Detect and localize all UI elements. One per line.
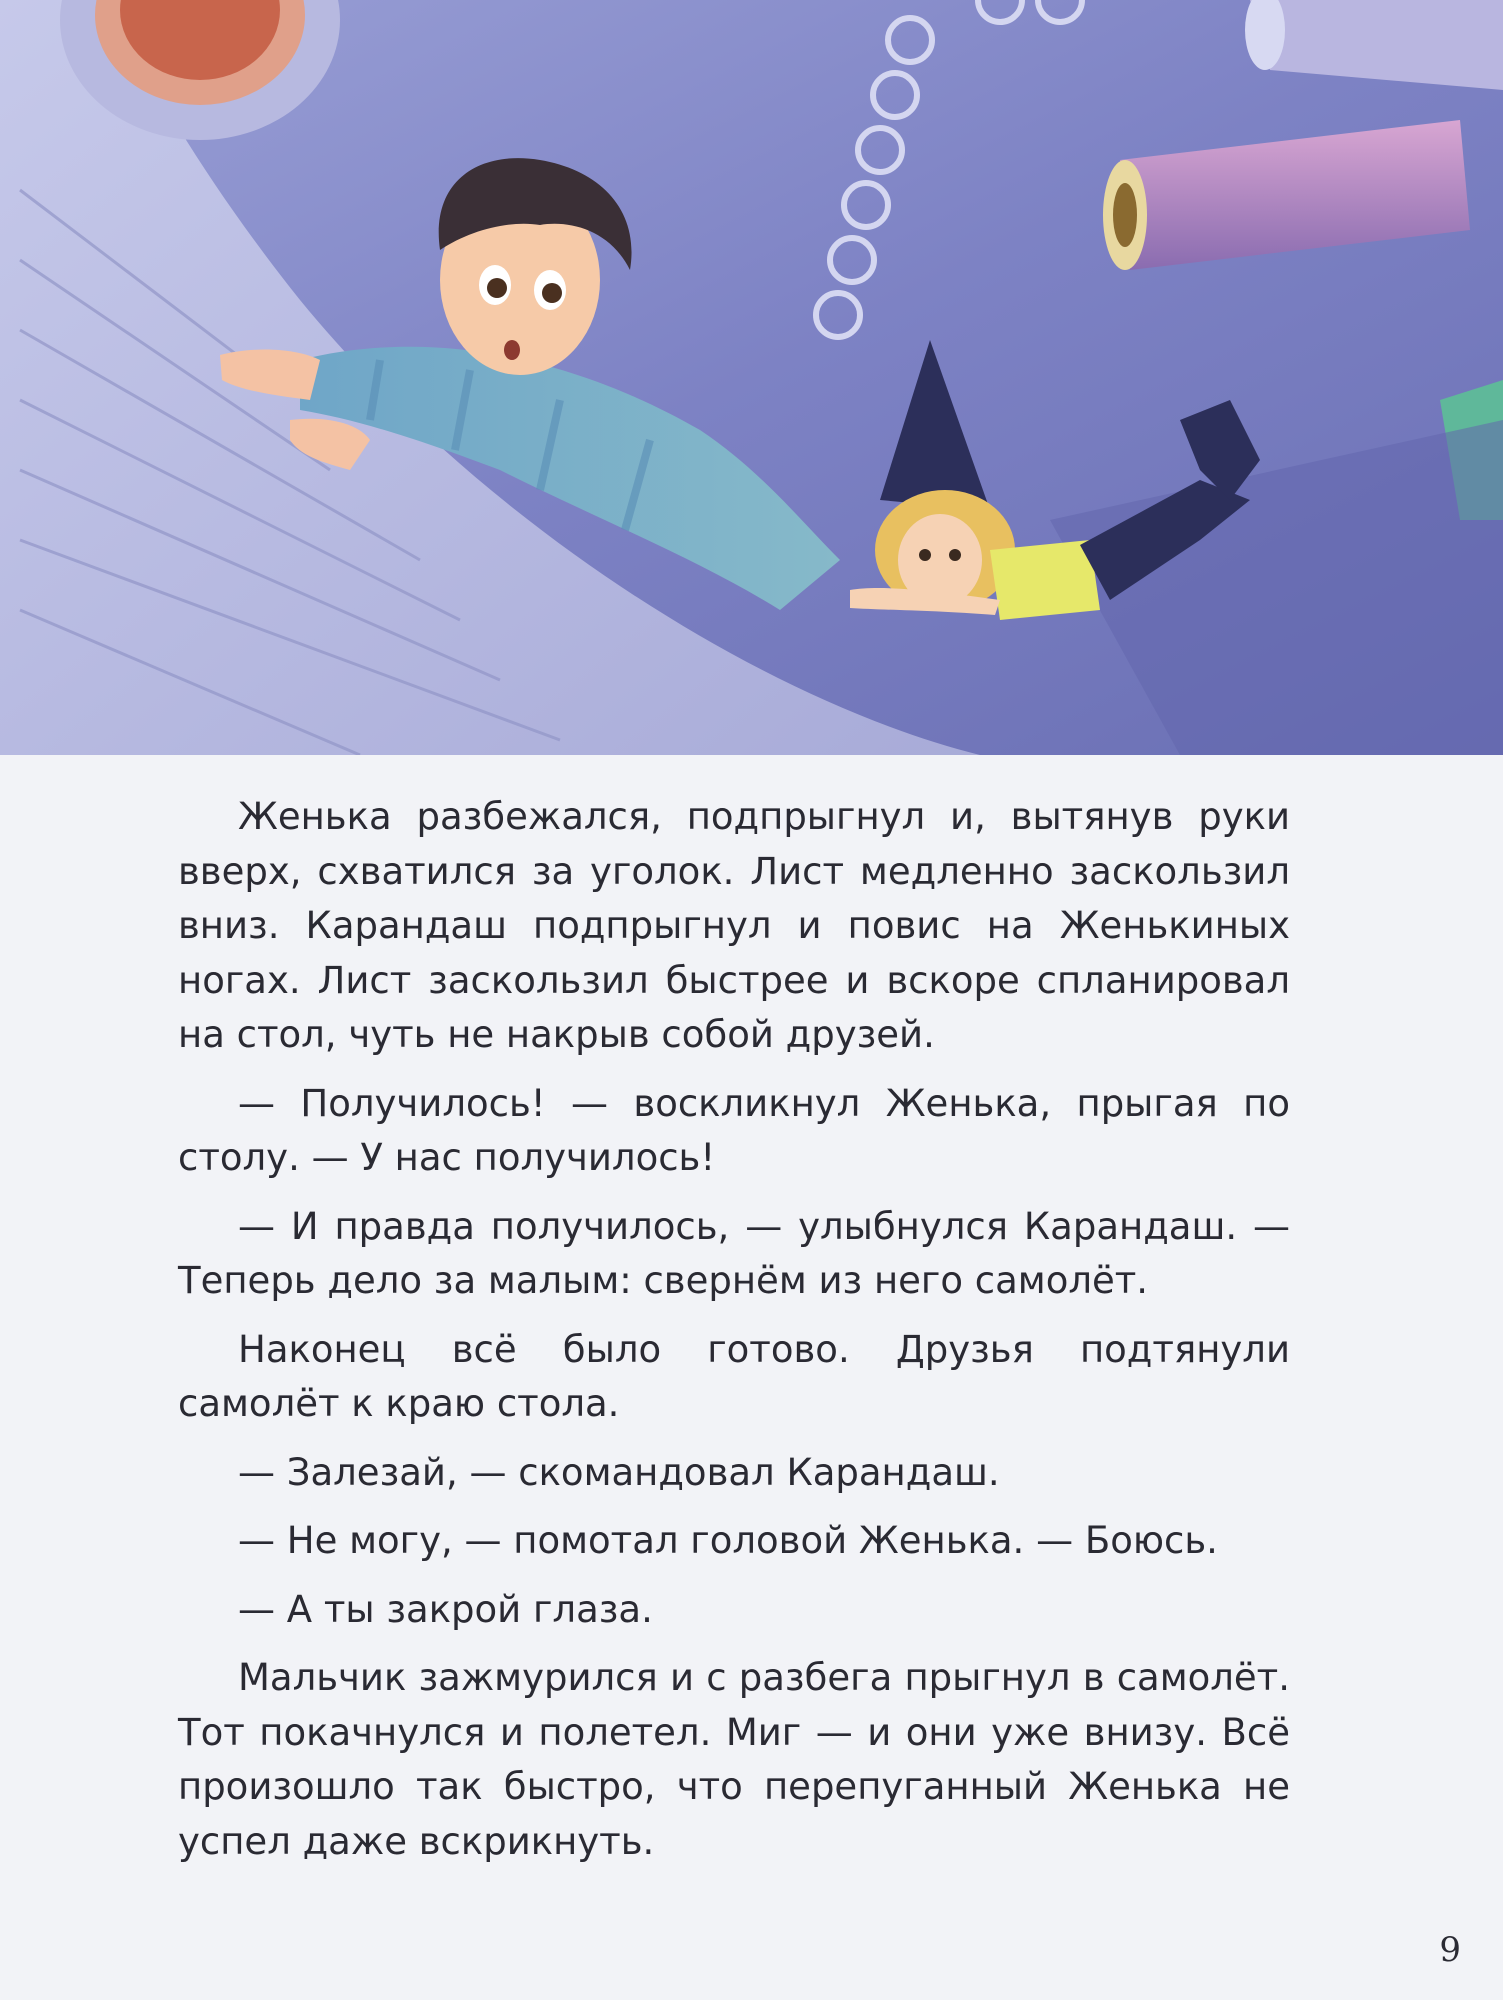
- story-paragraph: Мальчик зажмурился и с разбега прыгнул в самолёт. Тот покачнулся и полетел. Миг — и они уже внизу. Всё произошло так быстро, что перепуганный Женька не успел даже вскрикнуть.: [178, 1656, 1290, 1863]
- page-number: 9: [1439, 1930, 1461, 1970]
- story-paragraph: Женька разбежался, подпрыгнул и, вытянув руки вверх, схватился за уголок. Лист медленно заскользил вниз. Карандаш подпрыгнул и повис на Женькиных ногах. Лист заскользил быстрее и вскоре спланировал на стол, чуть не накрыв собой друзей.: [178, 795, 1290, 1056]
- story-paragraph: — И правда получилось, — улыбнулся Карандаш. — Теперь дело за малым: свернём из него самолёт.: [178, 1204, 1290, 1302]
- story-text: [178, 790, 1290, 1869]
- story-paragraph: — Залезай, — скомандовал Карандаш.: [238, 1450, 1000, 1494]
- story-paragraph: — А ты закрой глаза.: [238, 1587, 653, 1631]
- illustration: [0, 0, 1503, 755]
- story-paragraph: — Получилось! — воскликнул Женька, прыгая по столу. — У нас получилось!: [178, 1081, 1290, 1179]
- story-paragraph: Наконец всё было готово. Друзья подтянули самолёт к краю стола.: [178, 1327, 1290, 1425]
- story-paragraph: — Не могу, — помотал головой Женька. — Боюсь.: [238, 1519, 1218, 1562]
